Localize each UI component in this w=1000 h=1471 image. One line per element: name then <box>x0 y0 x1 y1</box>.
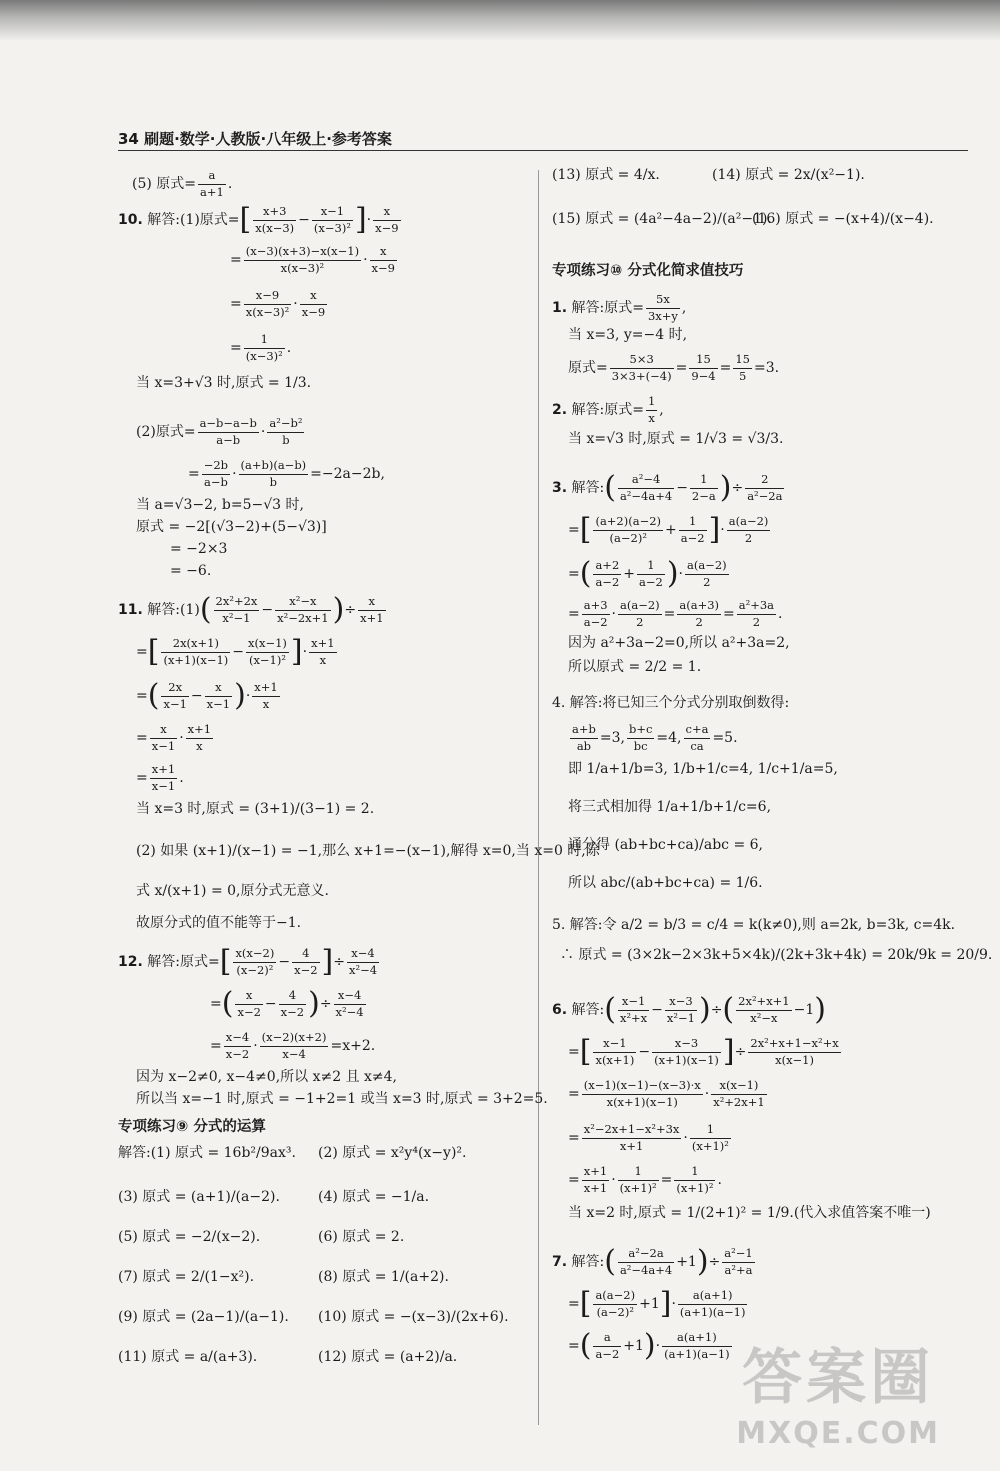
r5-line-1: 5. 解答:令 a/2 = b/3 = c/4 = k(k≠0),则 a=2k, b=3k, c=4k. <box>552 917 956 933</box>
q10-line-11: = −6. <box>170 563 212 579</box>
q10-line-2: = $\frac{(x-3)(x+3)-x(x-1)}{\text{x(x−3)²}}$ · $\frac{x}{x-9}$ <box>230 244 395 275</box>
r4-line-5: 所以 abc/(ab+bc+ca) = 1/6. <box>568 875 763 891</box>
q10-line-9: 原式 = −2[(√3−2)+(5−√3)] <box>136 519 327 535</box>
answer-line: (5) 原式= $\frac{a}{a+1}$ . <box>132 168 233 199</box>
q10-line-4: = $\frac{1}{\text{(x−3)²}}$ . <box>230 332 292 363</box>
q12-line-3: = $\frac{x-4}{x-2}$ · $\frac{(x-2)(x+2)}{x-4}$ =x+2. <box>210 1030 376 1061</box>
r3-line-2: =[ $\frac{(a+2)(a-2)}{\text{(a−2)²}}$ + $\frac{1}{a-2}$ ]· $\frac{a(a-2)}{2}$ <box>568 512 769 548</box>
sec9-item: (10) 原式 = −(x−3)/(2x+6). <box>318 1309 509 1325</box>
q11-line-5: = $\frac{x+1}{x-1}$ . <box>136 762 184 793</box>
r4-line-1: $\frac{a+b}{ab}$ =3, $\frac{b+c}{bc}$ =4, $\frac{c+a}{ca}$ =5. <box>572 722 738 753</box>
sec9-item: (5) 原式 = −2/(x−2). <box>118 1229 261 1245</box>
sec9-item: (13) 原式 = 4/x. <box>552 167 660 183</box>
sec9-item: (12) 原式 = (a+2)/a. <box>318 1349 458 1365</box>
question-number: 11. <box>118 602 143 619</box>
right-column <box>552 167 993 1370</box>
watermark-line-1: 答案圈 <box>742 1343 935 1413</box>
q12-line-5: 所以当 x=−1 时,原式 = −1+2=1 或当 x=3 时,原式 = 3+2=5. <box>136 1091 548 1107</box>
sec9-row <box>118 1190 528 1230</box>
section-10-title: 专项练习⑩ 分式化简求值技巧 <box>552 263 744 279</box>
q12-line-4: 因为 x−2≠0, x−4≠0,所以 x≠2 且 x≠4, <box>136 1069 398 1085</box>
watermark-line-2: MXQE.COM <box>736 1416 940 1451</box>
sec9-row <box>118 1146 528 1190</box>
question-number: 10. <box>118 212 143 229</box>
sec9-item: (8) 原式 = 1/(a+2). <box>318 1269 449 1285</box>
r7-line-3: =( $\frac{a}{a-2}$ +1)· $\frac{a(a+1)}{(a+1)(a-1)}$ <box>568 1328 730 1364</box>
scan-top-band <box>0 0 1000 40</box>
page-number: 34 <box>118 130 139 148</box>
sec9-item: (14) 原式 = 2x/(x²−1). <box>712 167 865 183</box>
sec9-row <box>118 1230 528 1270</box>
r4-line-3: 将三式相加得 1/a+1/b+1/c=6, <box>568 799 772 815</box>
r7-line-2: =[ $\frac{a(a-2)}{\text{(a−2)²}}$ +1]· $\frac{a(a+1)}{(a+1)(a-1)}$ <box>568 1286 746 1322</box>
q11-line-1: 11. 解答:(1)( $\frac{\text{2x²+2x}}{\text{x²−1}}$ − $\frac{\text{x²−x}}{\text{x²−2x+1}}$ )÷ $\frac{x}{x+1}$ <box>118 592 384 628</box>
sec9-item: (16) 原式 = −(x+4)/(x−4). <box>752 211 934 227</box>
sec9-item: (6) 原式 = 2. <box>318 1229 405 1245</box>
sec9-row <box>552 168 872 212</box>
r6-line-2: =[ $\frac{x-1}{x(x+1)}$ − $\frac{x-3}{(x+1)(x-1)}$ ]÷ $\frac{\text{2x²+x+1−x²+x}}{x(x-1)}$ <box>568 1034 839 1070</box>
watermark-logo <box>736 1330 940 1451</box>
page-header <box>118 128 968 151</box>
header-title: 刷题·数学·人教版·八年级上·参考答案 <box>144 130 392 148</box>
q12-line-1: 12. 解答:原式=[ $\frac{x(x-2)}{\text{(x−2)²}}$ − $\frac{4}{x-2}$ ]÷ $\frac{x-4}{\text{x²−4}}$ <box>118 944 378 980</box>
r1-line-3: 原式= $\frac{5\times 3}{3\times 3+(-4)}$ = $\frac{15}{9-4}$ = $\frac{15}{5}$ =3. <box>568 352 780 383</box>
q10-line-6: (2)原式= $\frac{a-b-a-b}{a-b}$ · $\frac{\text{a²−b²}}{b}$ <box>136 416 303 447</box>
r3-line-1: 3. 解答:( $\frac{\text{a²−4}}{\text{a²−4a+4}}$ − $\frac{1}{2-a}$ )÷ $\frac{2}{\text{a²−2a}}$ <box>552 470 783 506</box>
r2-line-1: 2. 解答:原式= $\frac{1}{x}$ , <box>552 394 664 425</box>
q10-line-7: = $\frac{-2b}{a-b}$ · $\frac{(a+b)(a-b)}{b}$ =−2a−2b, <box>188 458 385 489</box>
r4-line-0: 4. 解答:将已知三个分式分别取倒数得: <box>552 695 790 711</box>
r3-line-3: =( $\frac{a+2}{a-2}$ + $\frac{1}{a-2}$ )· $\frac{a(a-2)}{2}$ <box>568 556 727 592</box>
sec9-item: 解答:(1) 原式 = 16b²/9ax³. <box>118 1145 296 1161</box>
r1-line-1: 1. 解答:原式= $\frac{5x}{3x+y}$ , <box>552 292 687 323</box>
q10-line-1: 10. 解答:(1)原式=[ $\frac{x+3}{x(x-3)}$ − $\frac{x-1}{\text{(x−3)²}}$ ]· $\frac{x}{x-9}$ <box>118 202 399 238</box>
r5-line-2: ∴ 原式 = (3×2k−2×3k+5×4k)/(2k+3k+4k) = 20k/9k = 20/9. <box>560 947 993 963</box>
q12-line-2: =( $\frac{x}{x-2}$ − $\frac{4}{x-2}$ )÷ $\frac{x-4}{\text{x²−4}}$ <box>210 986 364 1022</box>
r6-line-4: = $\frac{\text{x²−2x+1−x²+3x}}{x+1}$ · $\frac{1}{\text{(x+1)²}}$ <box>568 1122 729 1153</box>
question-number: 12. <box>118 954 143 971</box>
section-9-title: 专项练习⑨ 分式的运算 <box>118 1119 266 1135</box>
q10-line-10: = −2×3 <box>170 541 228 557</box>
sec9-item: (9) 原式 = (2a−1)/(a−1). <box>118 1309 289 1325</box>
r3-line-4: = $\frac{a+3}{a-2}$ · $\frac{a(a-2)}{2}$ = $\frac{a(a+3)}{2}$ = $\frac{\text{a²+3a}}{2}$ . <box>568 598 783 629</box>
sec9-item: (3) 原式 = (a+1)/(a−2). <box>118 1189 280 1205</box>
sec9-item: (7) 原式 = 2/(1−x²). <box>118 1269 255 1285</box>
q11-line-8: 式 x/(x+1) = 0,原分式无意义. <box>136 883 329 899</box>
left-column <box>118 168 600 1390</box>
q11-line-6: 当 x=3 时,原式 = (3+1)/(3−1) = 2. <box>136 801 375 817</box>
r7-line-1: 7. 解答:( $\frac{\text{a²−2a}}{\text{a²−4a+4}}$ +1)÷ $\frac{\text{a²−1}}{\text{a²+a}}$ <box>552 1244 753 1280</box>
sec9-item: (11) 原式 = a/(a+3). <box>118 1349 258 1365</box>
column-divider <box>538 170 539 1425</box>
q11-line-7: (2) 如果 (x+1)/(x−1) = −1,那么 x+1=−(x−1),解得 x=0,当 x=0 时,除 <box>136 843 600 859</box>
r4-line-4: 通分得 (ab+bc+ca)/abc = 6, <box>568 837 763 853</box>
sec9-item: (15) 原式 = (4a²−4a−2)/(a²−1). <box>552 211 772 227</box>
q10-line-3: = $\frac{x-9}{\text{x(x−3)²}}$ · $\frac{x}{x-9}$ <box>230 288 326 319</box>
q10-line-8: 当 a=√3−2, b=5−√3 时, <box>136 497 304 513</box>
sec9-item: (4) 原式 = −1/a. <box>318 1189 430 1205</box>
r4-line-2: 即 1/a+1/b=3, 1/b+1/c=4, 1/c+1/a=5, <box>568 761 838 777</box>
q11-line-9: 故原分式的值不能等于−1. <box>136 915 302 931</box>
r6-line-1: 6. 解答:( $\frac{x-1}{\text{x²+x}}$ − $\frac{x-3}{\text{x²−1}}$ )÷( $\frac{\text{2x²+x+1}}{\text{x²−x}}$ −1) <box>552 992 826 1028</box>
q10-line-5: 当 x=3+√3 时,原式 = 1/3. <box>136 375 312 391</box>
r3-line-5: 因为 a²+3a−2=0,所以 a²+3a=2, <box>568 635 790 651</box>
r6-line-5: = $\frac{x+1}{x+1}$ · $\frac{1}{\text{(x+1)²}}$ = $\frac{1}{\text{(x+1)²}}$ . <box>568 1164 722 1195</box>
r3-line-6: 所以原式 = 2/2 = 1. <box>568 659 702 675</box>
sec9-row <box>118 1350 528 1390</box>
r1-line-2: 当 x=3, y=−4 时, <box>568 327 688 343</box>
sec9-item: (2) 原式 = x²y⁴(x−y)². <box>318 1145 467 1161</box>
q11-line-3: =( $\frac{2x}{x-1}$ − $\frac{x}{x-1}$ )· $\frac{x+1}{x}$ <box>136 678 278 714</box>
sec9-row <box>552 211 934 264</box>
q11-line-4: = $\frac{x}{x-1}$ · $\frac{x+1}{x}$ <box>136 722 212 753</box>
sec9-row <box>118 1310 528 1350</box>
r6-line-6: 当 x=2 时,原式 = 1/(2+1)² = 1/9.(代入求值答案不唯一) <box>568 1205 931 1221</box>
q11-line-2: =[ $\frac{2x(x+1)}{(x+1)(x-1)}$ − $\frac{x(x-1)}{\text{(x−1)²}}$ ]· $\frac{x+1}{x}$ <box>136 634 335 670</box>
r6-line-3: = $\frac{(x-1)(x-1)-(x-3)\cdot x}{x(x+1)(x-1)}$ · $\frac{x(x-1)}{\text{x²+2x+1}}$ <box>568 1078 765 1109</box>
r2-line-2: 当 x=√3 时,原式 = 1/√3 = √3/3. <box>568 431 784 447</box>
sec9-row <box>118 1270 528 1310</box>
